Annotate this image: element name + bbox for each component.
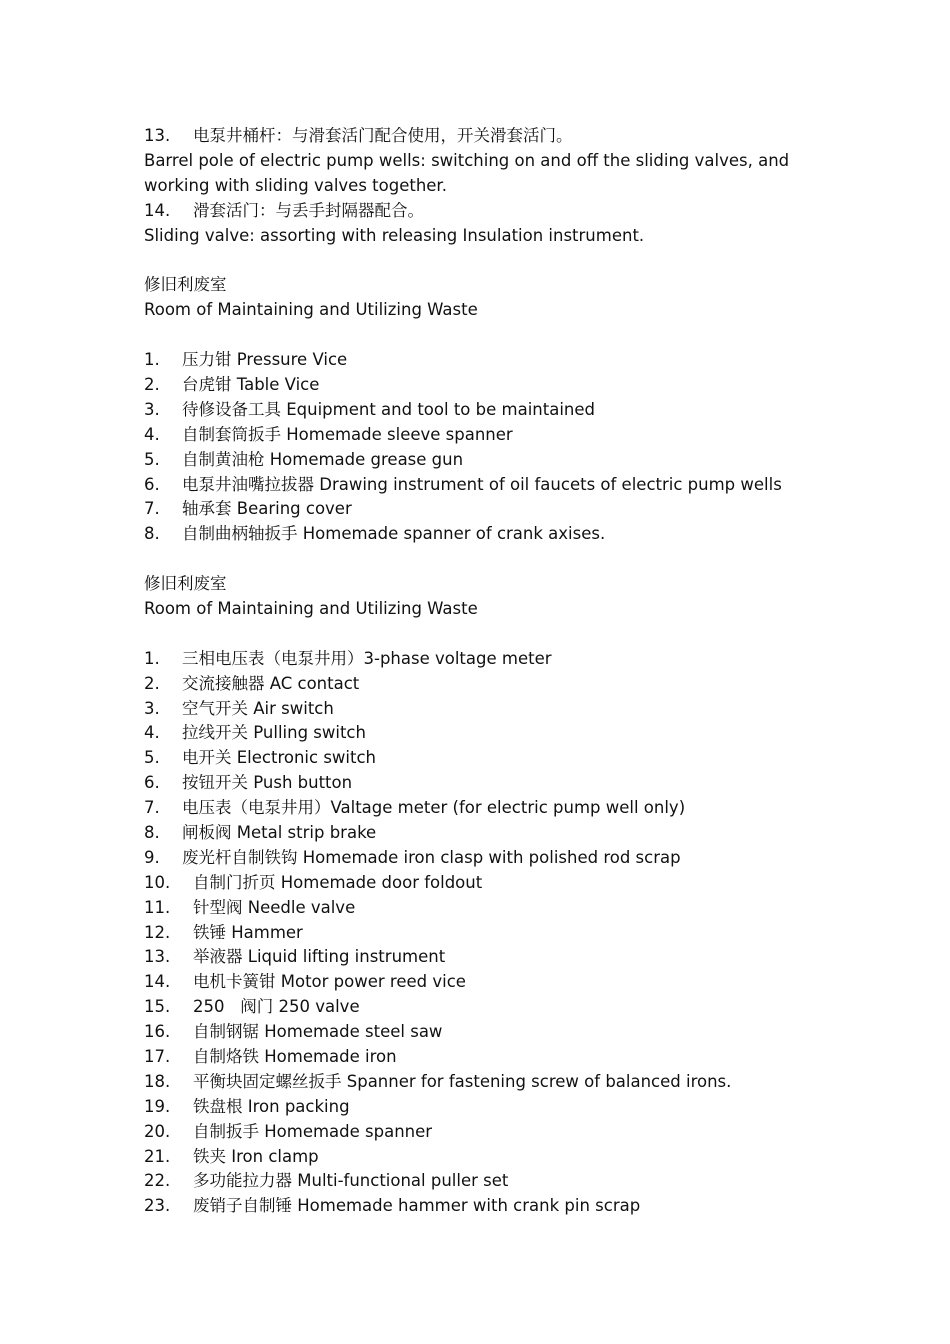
section-2-heading-en: Room of Maintaining and Utilizing Waste [144,598,478,618]
list-item: 4. 拉线开关 Pulling switch [144,723,366,743]
list-item: 11. 针型阀 Needle valve [144,897,356,917]
list-item: 1. 压力钳 Pressure Vice [144,350,348,370]
list-item: 20. 自制扳手 Homemade spanner [144,1121,433,1141]
list-item: 8. 闸板阀 Metal strip brake [144,822,377,842]
list-item: 3. 待修设备工具 Equipment and tool to be maintained [144,399,595,419]
list-item: 4. 自制套筒扳手 Homemade sleeve spanner [144,424,513,444]
list-item: 6. 按钮开关 Push button [144,773,353,793]
continued-item-14-cn [144,199,824,224]
list-item: 7. 电压表（电泵井用）Valtage meter (for electric pump well only) [144,798,686,818]
list-item: 23. 废销子自制锤 Homemade hammer with crank pin scrap [144,1196,641,1216]
section-2-heading-cn: 修旧利废室 [144,574,227,594]
list-item: 2. 台虎钳 Table Vice [144,374,320,394]
continued-item-14-en: Sliding valve: assorting with releasing Insulation instrument. [144,225,645,245]
item-number: 13. [144,126,171,145]
list-item: 21. 铁夹 Iron clamp [144,1146,319,1166]
list-item: 19. 铁盘根 Iron packing [144,1096,350,1116]
list-item: 5. 自制黄油枪 Homemade grease gun [144,449,464,469]
section-1-heading-cn: 修旧利废室 [144,275,227,295]
list-item: 1. 三相电压表（电泵井用）3-phase voltage meter [144,648,552,668]
list-item: 15. 250 阀门 250 valve [144,997,360,1017]
list-item: 18. 平衡块固定螺丝扳手 Spanner for fastening screw of balanced irons. [144,1071,732,1091]
continued-item-13-en: Barrel pole of electric pump wells: switching on and off the sliding valves, and working with sliding valves together. [144,150,790,195]
document-body [144,124,824,1219]
list-item: 17. 自制烙铁 Homemade iron [144,1046,397,1066]
list-item: 5. 电开关 Electronic switch [144,748,376,768]
section-1-heading-en: Room of Maintaining and Utilizing Waste [144,300,478,320]
list-item: 3. 空气开关 Air switch [144,698,334,718]
list-item: 12. 铁锤 Hammer [144,922,303,942]
list-item: 14. 电机卡簧钳 Motor power reed vice [144,972,466,992]
item-number: 14. [144,200,171,220]
item-text-cn: 电泵井桶杆：与滑套活门配合使用，开关滑套活门。 [193,126,573,145]
list-item: 9. 废光杆自制铁钩 Homemade iron clasp with polished rod scrap [144,847,681,867]
list-item: 13. 举液器 Liquid lifting instrument [144,947,446,967]
list-item: 22. 多功能拉力器 Multi-functional puller set [144,1171,509,1191]
list-item: 2. 交流接触器 AC contact [144,673,360,693]
list-item: 8. 自制曲柄轴扳手 Homemade spanner of crank axises. [144,524,606,544]
list-item: 16. 自制钢锯 Homemade steel saw [144,1022,443,1042]
item-text-cn: 滑套活门：与丢手封隔器配合。 [193,200,424,220]
list-item: 10. 自制门折页 Homemade door foldout [144,872,483,892]
list-item: 7. 轴承套 Bearing cover [144,499,352,519]
continued-item-13-cn [144,124,824,149]
list-item: 6. 电泵井油嘴拉拔器 Drawing instrument of oil faucets of electric pump wells [144,474,782,494]
